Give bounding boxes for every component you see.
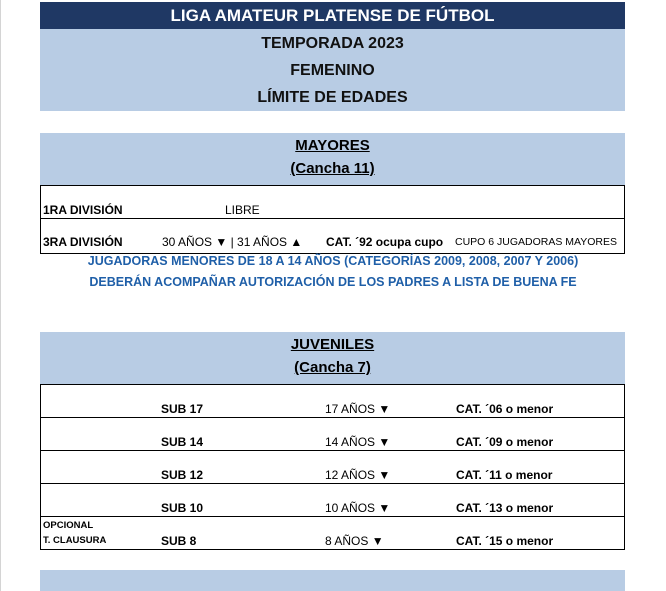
juveniles-table <box>40 384 625 550</box>
category-birth: CAT. ´11 o menor <box>456 468 553 482</box>
age-limit-label: LÍMITE DE EDADES <box>257 89 408 106</box>
category-age: 8 AÑOS ▼ <box>325 534 384 548</box>
next-section-header <box>40 570 625 591</box>
category-age: 17 AÑOS ▼ <box>325 402 391 416</box>
category-birth: CAT. ´15 o menor <box>456 534 554 548</box>
division-ages: 30 AÑOS ▼ | 31 AÑOS ▲ <box>162 235 303 249</box>
division-name: 3RA DIVISIÓN <box>43 235 123 249</box>
season-header <box>40 29 625 111</box>
table-row <box>41 451 624 484</box>
table-row <box>41 186 624 219</box>
category-birth: CAT. ´09 o menor <box>456 435 554 449</box>
juveniles-label: JUVENILES <box>290 336 375 353</box>
juveniles-header <box>40 332 625 384</box>
sheet-gridline <box>0 0 1 591</box>
category-birth: CAT. ´06 o menor <box>456 402 554 416</box>
juveniles-field: (Cancha 7) <box>294 359 371 376</box>
mayores-label: MAYORES <box>295 137 370 154</box>
minors-notice: JUGADORAS MENORES DE 18 A 14 AÑOS (CATEGORÍAS 2009, 2008, 2007 Y 2006) <box>87 254 579 268</box>
category-birth: CAT. ´13 o menor <box>456 501 554 515</box>
division-rule: LIBRE <box>225 203 260 217</box>
league-title: LIGA AMATEUR PLATENSE DE FÚTBOL <box>40 2 625 29</box>
category-age: 14 AÑOS ▼ <box>325 435 391 449</box>
category-name: SUB 17 <box>161 402 204 416</box>
category-label: FEMENINO <box>290 62 375 79</box>
mayores-table <box>40 185 625 254</box>
mayores-header <box>40 133 625 185</box>
category-age: 10 AÑOS ▼ <box>325 501 391 515</box>
division-name: 1RA DIVISIÓN <box>43 203 123 217</box>
table-row <box>41 418 624 451</box>
table-row <box>41 219 624 253</box>
table-row <box>41 484 624 517</box>
optional-tag: OPCIONAL <box>43 520 94 531</box>
category-age: 12 AÑOS ▼ <box>325 468 391 482</box>
category-name: SUB 8 <box>161 534 197 548</box>
category-name: SUB 12 <box>161 468 204 482</box>
category-name: SUB 10 <box>161 501 204 515</box>
clausura-tag: T. CLAUSURA <box>43 535 107 546</box>
division-quota: CAT. ´92 ocupa cupo <box>326 235 444 249</box>
table-row <box>41 517 624 549</box>
mayores-field: (Cancha 11) <box>290 160 375 177</box>
division-note: CUPO 6 JUGADORAS MAYORES <box>455 236 618 248</box>
category-name: SUB 14 <box>161 435 204 449</box>
authorization-notice: DEBERÁN ACOMPAÑAR AUTORIZACIÓN DE LOS PADRES A LISTA DE BUENA FE <box>89 275 577 289</box>
table-row <box>41 385 624 418</box>
season-label: TEMPORADA 2023 <box>261 35 404 52</box>
